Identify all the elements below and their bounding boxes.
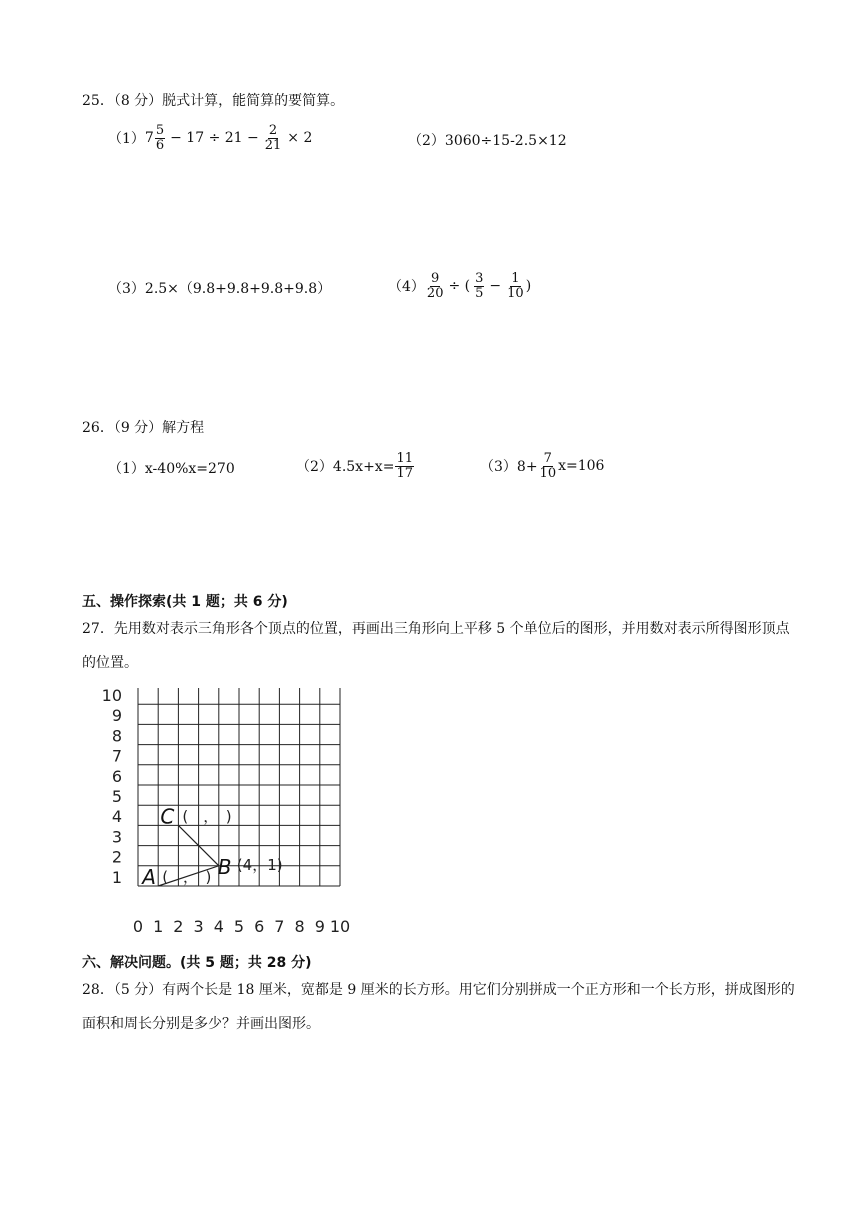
y-tick-label: 6 — [111, 766, 122, 786]
x-tick-label: 0 — [132, 917, 144, 936]
q25-part4-fraction1: $\frac{9}{20}$ — [426, 271, 444, 301]
x-tick-label: 4 — [213, 917, 224, 936]
x-tick-label: 10 — [329, 917, 351, 936]
x-tick-label: 9 — [314, 917, 325, 936]
y-tick-label: 1 — [111, 867, 122, 887]
q26-title: 26．（9 分）解方程 — [82, 420, 205, 436]
q26-part3 — [480, 452, 604, 480]
coordinate-grid — [100, 688, 360, 938]
q25-part1-label: （1） — [108, 131, 145, 148]
q27-text: 27．先用数对表示三角形各个顶点的位置，再画出三角形向上平移 5 个单位后的图形，并用数对表示所得图形顶点的位置。 — [82, 621, 790, 671]
q25-title: 25．（8 分）脱式计算，能简算的要简算。 — [82, 93, 345, 109]
y-tick-label: 4 — [111, 807, 122, 827]
y-tick-label: 2 — [111, 847, 122, 867]
q25-part4-fraction2: $\frac{3}{5}$ — [475, 271, 484, 301]
q28-text: 28．（5 分）有两个长是 18 厘米，宽都是 9 厘米的长方形。用它们分别拼成一个正方形和一个长方形，拼成图形的面积和周长分别是多少？并画出图形。 — [82, 982, 795, 1032]
q25-part4-close: ) — [525, 278, 532, 295]
x-tick-label: 6 — [254, 917, 265, 936]
q26-part2-pre: （2）4.5x+x= — [296, 459, 395, 476]
y-tick-label: 9 — [111, 706, 122, 726]
q25-part3: （3）2.5×（9.8+9.8+9.8+9.8） — [108, 281, 332, 297]
vertex-a-coordinate: ( ， ) — [162, 868, 212, 886]
q26-part1: （1）x-40%x=270 — [108, 461, 235, 477]
y-tick-label: 8 — [111, 726, 122, 746]
q25-part1-whole: 7 — [144, 130, 154, 147]
section6-heading: 六、解决问题。(共 5 题；共 28 分) — [82, 955, 312, 971]
q25-part1-tail: × 2 — [287, 130, 313, 147]
q25-part4-operator: ÷ ( — [448, 278, 471, 295]
y-tick-label: 5 — [111, 787, 122, 806]
q26-part2-fraction: $\frac{11}{17}$ — [396, 451, 413, 481]
q25-part1-middle: − 17 ÷ 21 − — [170, 130, 259, 147]
q25-part4-fraction3: $\frac{1}{10}$ — [507, 271, 524, 301]
q25-part4 — [388, 272, 531, 300]
q25-part1-fraction2: $\frac{2}{21}$ — [264, 123, 282, 153]
vertex-c-coordinate: ( ， ) — [182, 807, 232, 826]
section5-heading: 五、操作探索(共 1 题；共 6 分) — [82, 594, 288, 610]
q26-part3-post: x=106 — [558, 458, 605, 475]
q26-part2 — [296, 452, 415, 480]
q25-part1-fraction1: $\frac{5}{6}$ — [155, 123, 165, 153]
x-tick-label: 8 — [294, 917, 305, 936]
q25-part4-minus: − — [489, 278, 502, 295]
y-tick-label: 7 — [111, 746, 122, 766]
q26-part3-fraction: $\frac{7}{10}$ — [539, 451, 557, 481]
x-tick-label: 7 — [274, 917, 285, 936]
x-tick-label: 3 — [193, 917, 204, 936]
q25-part4-label: （4） — [388, 279, 425, 296]
x-tick-label: 2 — [173, 917, 184, 936]
y-tick-label: 10 — [101, 688, 122, 705]
x-tick-label: 1 — [153, 917, 164, 936]
vertex-b-coordinate: (4，1) — [236, 855, 283, 874]
q26-part3-pre: （3）8+ — [480, 459, 538, 476]
x-tick-label: 5 — [233, 917, 245, 936]
y-tick-label: 3 — [111, 827, 122, 847]
vertex-b-letter: B — [217, 854, 232, 879]
vertex-c-letter: C — [160, 804, 175, 829]
q25-part2: （2）3060÷15-2.5×12 — [408, 133, 567, 149]
q25-part1 — [108, 124, 312, 152]
vertex-a-letter: A — [142, 865, 156, 889]
